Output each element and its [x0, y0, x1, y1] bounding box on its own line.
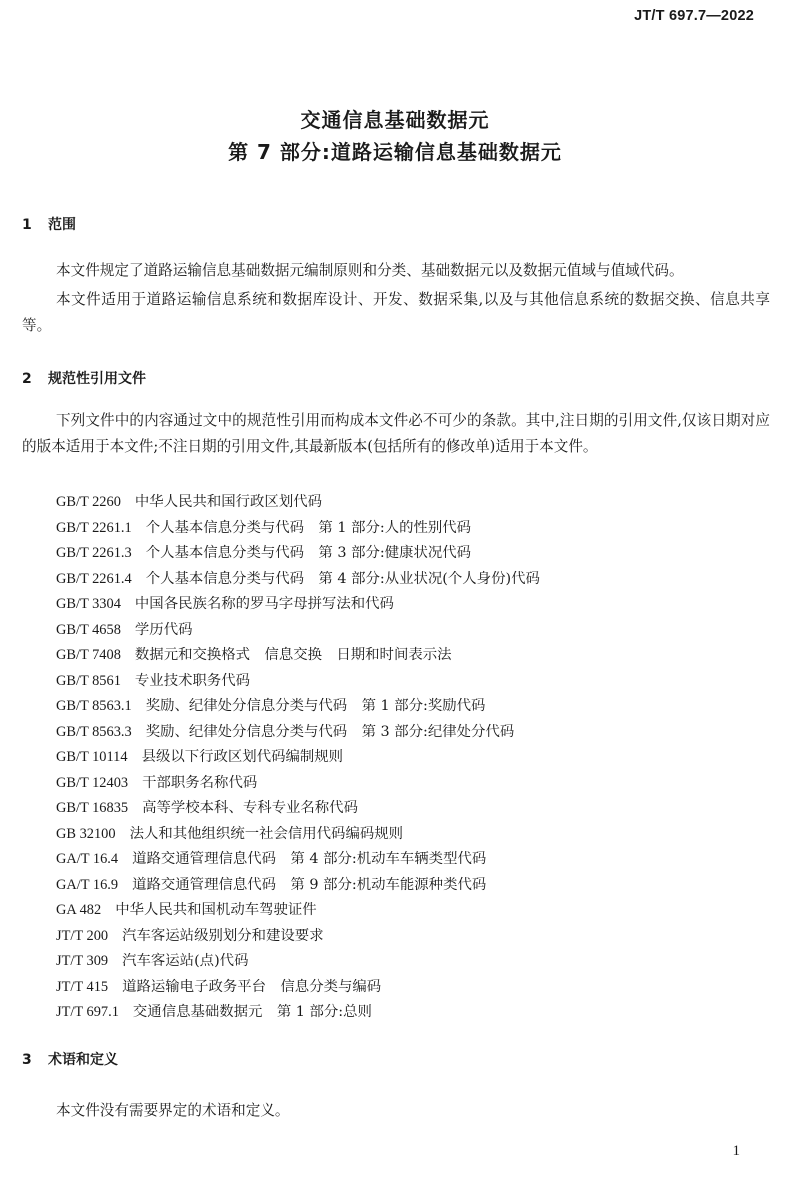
document-title: 交通信息基础数据元: [300, 108, 490, 132]
document-subtitle: 第 7 部分:道路运输信息基础数据元: [228, 140, 562, 164]
reference-title: 汽车客运站(点)代码: [122, 953, 249, 969]
reference-item: [56, 669, 540, 695]
reference-title: 奖励、纪律处分信息分类与代码 第 1 部分:奖励代码: [145, 698, 486, 714]
section-number: 1: [22, 217, 32, 233]
reference-title: 道路交通管理信息代码 第 4 部分:机动车车辆类型代码: [132, 851, 487, 867]
reference-code: GB/T 8563.3: [56, 723, 132, 740]
reference-title: 中华人民共和国行政区划代码: [134, 494, 322, 510]
references-intro-paragraph: 下列文件中的内容通过文中的规范性引用而构成本文件必不可少的条款。其中,注日期的引用文件,仅该日期对应的版本适用于本文件;不注日期的引用文件,其最新版本(包括所有的修改单)适用于本文件。: [22, 412, 770, 455]
reference-title: 个人基本信息分类与代码 第 1 部分:人的性别代码: [145, 519, 472, 536]
section-3-heading: [22, 1049, 118, 1069]
scope-paragraph-1: 本文件规定了道路运输信息基础数据元编制原则和分类、基础数据元以及数据元值域与值域代码。: [56, 262, 684, 279]
reference-title: 专业技术职务代码: [134, 672, 251, 689]
reference-title: 中华人民共和国机动车驾驶证件: [115, 902, 317, 918]
reference-code: GB 32100: [56, 825, 116, 842]
reference-item: [56, 720, 540, 746]
reference-title: 个人基本信息分类与代码 第 3 部分:健康状况代码: [145, 545, 472, 561]
reference-item: [56, 643, 540, 669]
reference-item: [56, 949, 540, 975]
reference-code: JT/T 415: [56, 978, 109, 995]
reference-item: [56, 592, 540, 618]
reference-code: JT/T 309: [56, 953, 109, 969]
reference-title: 高等学校本科、专科专业名称代码: [142, 800, 358, 816]
reference-code: GB/T 2261.1: [56, 519, 132, 536]
reference-item: [56, 745, 540, 771]
standard-code-header: JT/T 697.7—2022: [634, 8, 754, 24]
page-number: 1: [732, 1143, 740, 1159]
reference-title: 汽车客运站级别划分和建设要求: [122, 927, 324, 944]
reference-item: [56, 847, 540, 873]
section-number: 2: [22, 371, 32, 387]
reference-item: [56, 1000, 540, 1026]
reference-item: [56, 516, 540, 542]
reference-code: GB/T 8561: [56, 672, 121, 689]
reference-item: [56, 618, 540, 644]
scope-paragraph-2: 本文件适用于道路运输信息系统和数据库设计、开发、数据采集,以及与其他信息系统的数据交换、信息共享等。: [22, 291, 770, 334]
section-title: 术语和定义: [48, 1052, 118, 1068]
terms-paragraph: 本文件没有需要界定的术语和定义。: [56, 1102, 290, 1119]
reference-item: [56, 975, 540, 1001]
reference-code: GB/T 4658: [56, 621, 121, 638]
section-title: 规范性引用文件: [48, 371, 146, 387]
reference-code: JT/T 697.1: [56, 1004, 119, 1020]
reference-code: GB/T 3304: [56, 596, 121, 612]
reference-code: JT/T 200: [56, 927, 109, 944]
reference-title: 交通信息基础数据元 第 1 部分:总则: [132, 1004, 372, 1020]
reference-title: 数据元和交换格式 信息交换 日期和时间表示法: [134, 647, 452, 663]
reference-code: GB/T 2260: [56, 494, 121, 510]
reference-item: [56, 822, 540, 848]
reference-title: 道路运输电子政务平台 信息分类与编码: [122, 978, 382, 995]
reference-item: [56, 771, 540, 797]
reference-title: 学历代码: [134, 621, 193, 638]
reference-title: 中国各民族名称的罗马字母拼写法和代码: [134, 596, 394, 612]
reference-item: [56, 796, 540, 822]
reference-code: GB/T 16835: [56, 800, 129, 816]
reference-item: [56, 873, 540, 899]
reference-code: GB/T 10114: [56, 749, 128, 765]
reference-item: [56, 694, 540, 720]
section-2-heading: [22, 368, 146, 388]
reference-item: [56, 924, 540, 950]
section-title: 范围: [48, 217, 76, 233]
reference-code: GB/T 8563.1: [56, 698, 132, 714]
section-1-heading: [22, 214, 76, 234]
reference-item: [56, 567, 540, 593]
reference-title: 干部职务名称代码: [142, 774, 258, 791]
normative-references-list: [56, 490, 540, 1026]
reference-code: GB/T 2261.3: [56, 545, 132, 561]
reference-code: GA/T 16.9: [56, 876, 119, 893]
reference-title: 法人和其他组织统一社会信用代码编码规则: [129, 825, 404, 842]
reference-code: GB/T 12403: [56, 774, 129, 791]
reference-item: [56, 490, 540, 516]
reference-item: [56, 541, 540, 567]
reference-title: 奖励、纪律处分信息分类与代码 第 3 部分:纪律处分代码: [145, 723, 515, 740]
reference-code: GB/T 2261.4: [56, 570, 132, 587]
reference-code: GA 482: [56, 902, 102, 918]
reference-title: 道路交通管理信息代码 第 9 部分:机动车能源种类代码: [132, 876, 487, 893]
reference-title: 县级以下行政区划代码编制规则: [141, 749, 344, 765]
reference-code: GB/T 7408: [56, 647, 121, 663]
reference-item: [56, 898, 540, 924]
section-number: 3: [22, 1052, 32, 1068]
reference-code: GA/T 16.4: [56, 851, 119, 867]
reference-title: 个人基本信息分类与代码 第 4 部分:从业状况(个人身份)代码: [145, 570, 540, 587]
